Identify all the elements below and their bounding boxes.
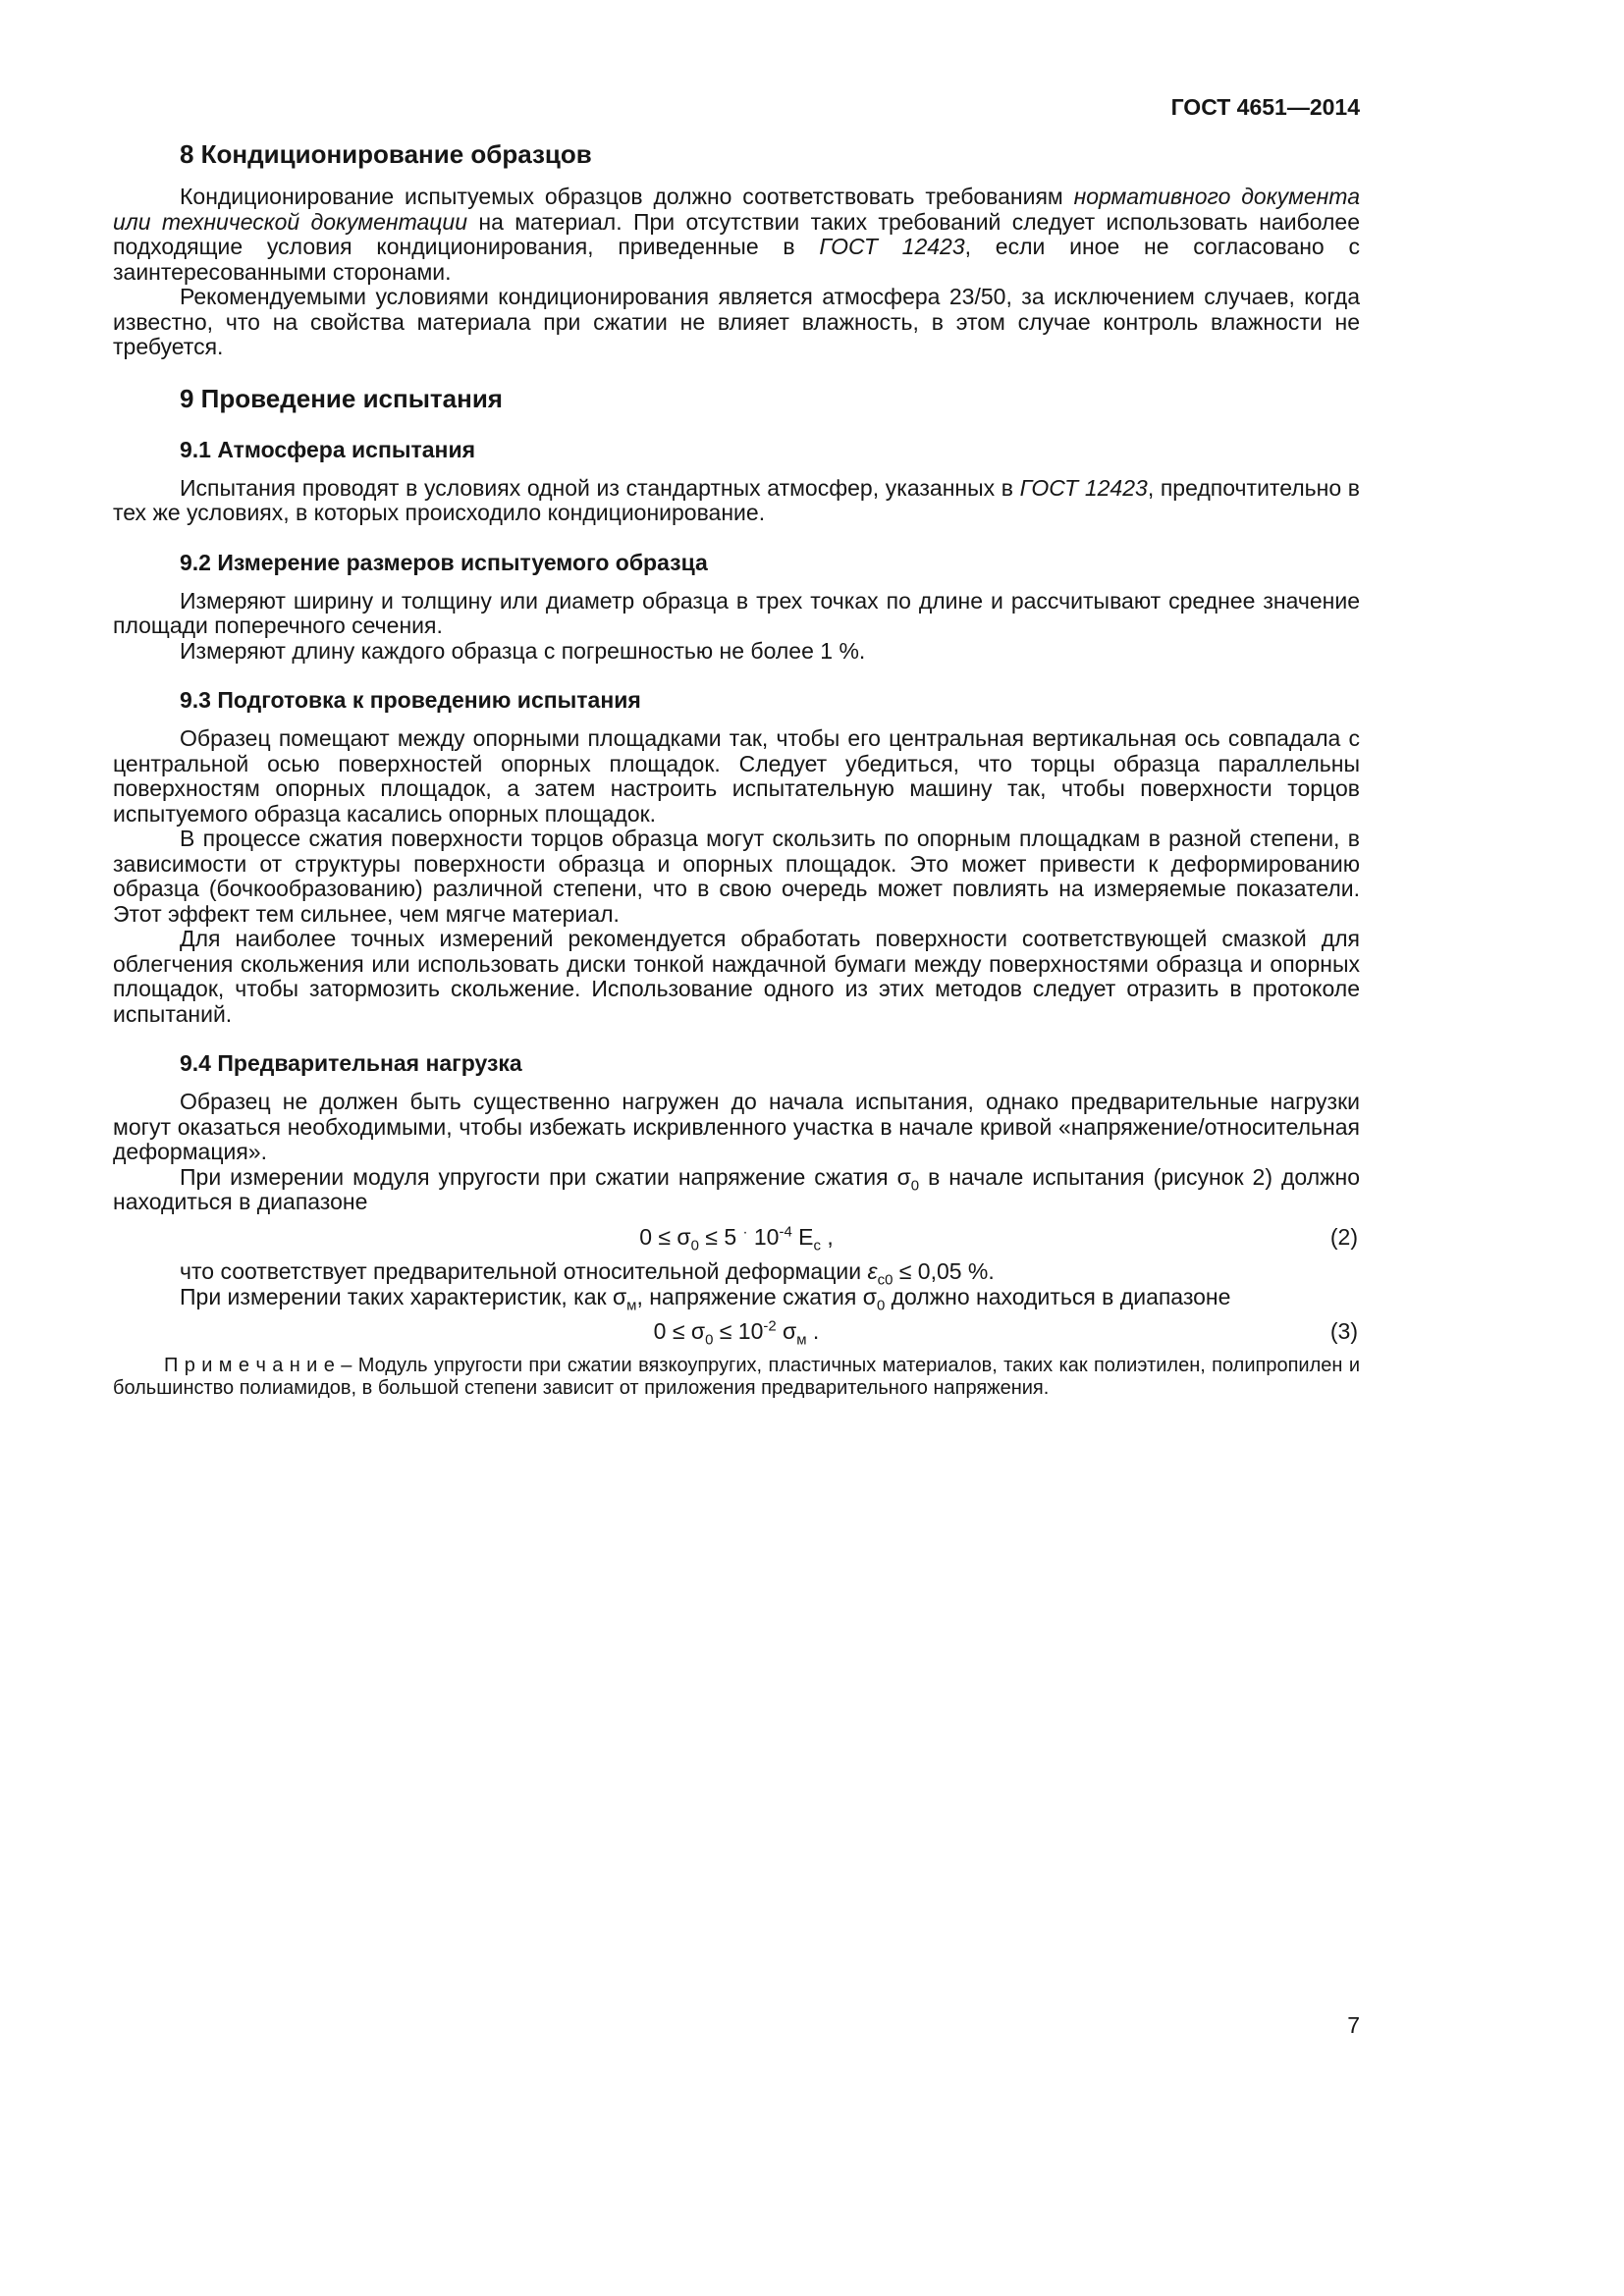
section-9-3-paragraph-3 (113, 927, 1360, 1027)
text-run: 10 (747, 1223, 780, 1250)
text-run: · (742, 1222, 748, 1240)
formula-body (653, 1317, 820, 1349)
text-run: 0 ≤ σ (639, 1223, 691, 1250)
section-9-4-paragraph-1 (113, 1090, 1360, 1165)
text-run: на материал. При отсутствии таких требований следует использовать наиболее подходящие условия кондиционирования, приведенные в (113, 208, 1361, 259)
note-paragraph (113, 1355, 1360, 1401)
text-run: При измерении таких характеристик, как σ (180, 1283, 627, 1309)
text-run: что соответствует предварительной относительной деформации (180, 1258, 868, 1284)
text-run: 9.1 Атмосфера испытания (180, 436, 475, 462)
text-run: ≤ 0,05 %. (893, 1258, 995, 1284)
text-run: Измеряют длину каждого образца с погрешностью не более 1 %. (180, 637, 866, 664)
text-run: Образец помещают между опорными площадками так, чтобы его центральная вертикальная ось совпадала с центральной осью поверхностей опорных площадок. Следует убедиться, что торцы образца параллельны поверхностям опорных площадок, а затем настроить испытательную машину так, чтобы поверхности торцов испытуемого образца касались опорных площадок. (113, 725, 1360, 827)
text-run: , предпочтительно в тех же условиях, в которых происходило кондиционирование. (113, 474, 1360, 525)
section-9-4-paragraph-2 (113, 1165, 1360, 1215)
text-run: 0 (910, 1177, 920, 1195)
text-run: -2 (763, 1317, 777, 1335)
text-run: c0 (877, 1271, 893, 1289)
text-run: -4 (779, 1222, 792, 1240)
text-run: м (626, 1297, 637, 1314)
text-run: в начале испытания (рисунок 2) должно находиться в диапазоне (113, 1163, 1360, 1214)
text-run: Испытания проводят в условиях одной из стандартных атмосфер, указанных в (180, 474, 1020, 501)
text-run: ε (867, 1258, 878, 1284)
formula-number: (2) (1329, 1223, 1358, 1250)
section-9-4-heading (113, 1050, 1360, 1076)
text-run: 8 Кондиционирование образцов (180, 139, 592, 169)
text-run: При измерении модуля упругости при сжатии напряжение сжатия σ (180, 1163, 911, 1190)
document-header (113, 94, 1360, 120)
section-9-4-paragraph-3 (113, 1258, 1360, 1289)
text-run: Образец не должен быть существенно нагружен до начала испытания, однако предварительные нагрузки могут оказаться необходимыми, чтобы избежать искривленного участка в начале кривой «напряжение/относительная деформация». (113, 1089, 1360, 1164)
formula-3 (113, 1317, 1360, 1349)
text-run: ГОСТ 12423 (1019, 474, 1148, 501)
formula-2 (113, 1222, 1360, 1255)
section-9-2-paragraph-1 (113, 589, 1360, 639)
text-run: 9.2 Измерение размеров испытуемого образца (180, 549, 708, 575)
section-9-4-paragraph-4 (113, 1283, 1360, 1314)
text-run: , если иное не согласовано с заинтересованными сторонами. (113, 234, 1360, 285)
text-run: 9 Проведение испытания (180, 383, 503, 413)
document-content (113, 139, 1360, 1401)
section-8-heading (113, 139, 1360, 169)
text-run: c (813, 1237, 821, 1255)
text-run: ≤ 5 (698, 1223, 743, 1250)
text-run: E (791, 1223, 814, 1250)
text-run: 0 (705, 1331, 714, 1349)
text-run: ГОСТ 12423 (819, 234, 965, 259)
text-run: , (820, 1223, 834, 1250)
text-run: 9.3 Подготовка к проведению испытания (180, 687, 641, 713)
text-run: Для наиболее точных измерений рекомендуется обработать поверхности соответствующей смазкой для облегчения скольжения или использовать диски тонкой наждачной бумаги между поверхностями образца и опорных площадок, чтобы затормозить скольжение. Использование одного из этих методов следует отразить в протоколе испытаний. (113, 926, 1360, 1027)
text-run: м (796, 1331, 807, 1349)
section-9-3-heading (113, 687, 1360, 713)
section-9-1-paragraph-1 (113, 476, 1360, 526)
formula-body (639, 1222, 834, 1255)
text-run: нормативного документа или технической документации (113, 184, 1360, 235)
section-9-3-paragraph-1 (113, 726, 1360, 827)
page-number: 7 (1347, 2012, 1360, 2038)
text-run: Измеряют ширину и толщину или диаметр образца в трех точках по длине и рассчитывают среднее значение площади поперечного сечения. (113, 587, 1360, 638)
doc-number: ГОСТ 4651—2014 (1170, 94, 1360, 120)
section-8-paragraph-2 (113, 285, 1360, 360)
text-run: 0 ≤ σ (653, 1318, 706, 1344)
text-run: 0 (690, 1237, 699, 1255)
section-9-2-paragraph-2 (113, 639, 1360, 665)
text-run: Рекомендуемыми условиями кондиционирования является атмосфера 23/50, за исключением случаев, когда известно, что на свойства материала при сжатии не влияет влажность, в этом случае контроль влажности не требуется. (113, 284, 1360, 359)
text-run: , напряжение сжатия σ (636, 1283, 877, 1309)
formula-number: (3) (1329, 1318, 1358, 1344)
text-run: Кондиционирование испытуемых образцов должно соответствовать требованиям (180, 184, 1074, 209)
text-run: В процессе сжатия поверхности торцов образца могут скользить по опорным площадкам в разной степени, в зависимости от структуры поверхности образца и опорных площадок. Это может привести к деформированию образца (бочкообразованию) различной степени, что в свою очередь может повлиять на измеряемые показатели. Этот эффект тем сильнее, чем мягче материал. (113, 826, 1360, 927)
text-run: 9.4 Предварительная нагрузка (180, 1050, 522, 1076)
text-run: σ (776, 1318, 797, 1344)
text-run: должно находиться в диапазоне (885, 1283, 1231, 1309)
section-9-heading (113, 384, 1360, 413)
section-8-paragraph-1 (113, 185, 1360, 285)
section-9-3-paragraph-2 (113, 827, 1360, 927)
text-run: П р и м е ч а н и е – Модуль упругости при сжатии вязкоупругих, пластичных материалов, таких как полиэтилен, полипропилен и большинство полиамидов, в большой степени зависит от приложения предварительного напряжения. (113, 1354, 1360, 1399)
section-9-2-heading (113, 550, 1360, 575)
section-9-1-heading (113, 437, 1360, 462)
text-run: ≤ 10 (713, 1318, 764, 1344)
text-run: 0 (876, 1297, 886, 1314)
text-run: . (806, 1318, 820, 1344)
